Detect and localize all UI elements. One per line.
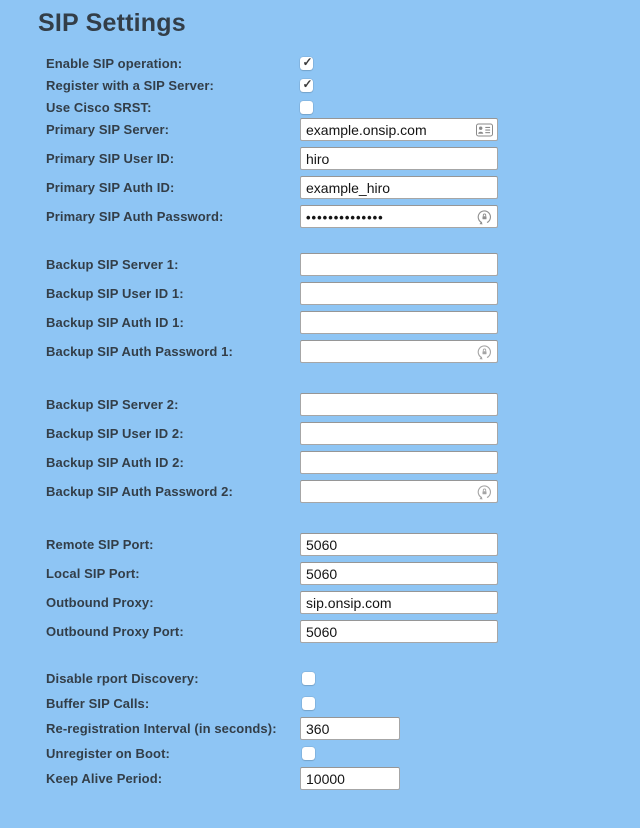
form-row	[46, 422, 640, 445]
field-label: Backup SIP Auth ID 1:	[46, 315, 184, 330]
form-row	[46, 562, 640, 585]
field-label: Backup SIP Auth Password 1:	[46, 344, 233, 359]
field-label: Unregister on Boot:	[46, 746, 170, 761]
page-title: SIP Settings	[38, 9, 186, 37]
checkmark-icon: ✓	[302, 55, 313, 69]
outbound-proxy-port-input[interactable]	[300, 620, 498, 643]
backup-sip-server-1-input[interactable]	[300, 253, 498, 276]
field-label: Disable rport Discovery:	[46, 671, 199, 686]
use-cisco-srst-checkbox[interactable]	[300, 101, 313, 114]
backup-sip-server-2-input[interactable]	[300, 393, 498, 416]
form-row	[46, 480, 640, 503]
field-label: Primary SIP User ID:	[46, 151, 175, 166]
keychain-lock-icon[interactable]	[476, 344, 493, 359]
field-label: Register with a SIP Server:	[46, 77, 214, 93]
field-label: Buffer SIP Calls:	[46, 696, 150, 711]
enable-sip-operation-checkbox[interactable]	[300, 57, 313, 70]
backup-sip-auth-password-2-input[interactable]	[300, 480, 498, 503]
field-label: Outbound Proxy:	[46, 595, 154, 610]
buffer-sip-calls-checkbox[interactable]	[302, 697, 315, 710]
form-row	[46, 118, 640, 141]
field-label: Backup SIP Server 2:	[46, 397, 179, 412]
field-label: Primary SIP Auth Password:	[46, 209, 224, 224]
unregister-on-boot-checkbox[interactable]	[302, 747, 315, 760]
primary-sip-server-input[interactable]	[300, 118, 498, 141]
backup-sip-user-id-1-input[interactable]	[300, 282, 498, 305]
field-label: Primary SIP Auth ID:	[46, 180, 175, 195]
backup-sip-user-id-2-input[interactable]	[300, 422, 498, 445]
form-row	[46, 147, 640, 170]
form-row	[46, 340, 640, 363]
form-row	[46, 311, 640, 334]
form-row	[46, 176, 640, 199]
outbound-proxy-input[interactable]	[300, 591, 498, 614]
checkmark-icon: ✓	[302, 77, 313, 91]
form-row	[46, 282, 640, 305]
primary-sip-user-id-input[interactable]	[300, 147, 498, 170]
primary-sip-auth-password-input[interactable]	[300, 205, 498, 228]
form-row	[46, 741, 640, 766]
section-gap	[46, 234, 640, 253]
disable-rport-discovery-checkbox[interactable]	[302, 672, 315, 685]
field-label: Local SIP Port:	[46, 566, 140, 581]
field-label: Primary SIP Server:	[46, 122, 170, 137]
field-label: Keep Alive Period:	[46, 771, 163, 786]
form-row	[46, 393, 640, 416]
backup-sip-auth-id-1-input[interactable]	[300, 311, 498, 334]
form-row	[46, 52, 640, 74]
field-label: Use Cisco SRST:	[46, 99, 152, 115]
keep-alive-period-input[interactable]	[300, 767, 400, 790]
field-label: Remote SIP Port:	[46, 537, 154, 552]
form-row	[46, 766, 640, 791]
form-row	[46, 451, 640, 474]
form-row	[46, 716, 640, 741]
form-row	[46, 253, 640, 276]
primary-sip-auth-id-input[interactable]	[300, 176, 498, 199]
field-label: Backup SIP Auth Password 2:	[46, 484, 233, 499]
form-row	[46, 691, 640, 716]
keychain-lock-icon[interactable]	[476, 209, 493, 224]
local-sip-port-input[interactable]	[300, 562, 498, 585]
field-label: Backup SIP User ID 1:	[46, 286, 184, 301]
field-label: Backup SIP Server 1:	[46, 257, 179, 272]
backup-sip-auth-id-2-input[interactable]	[300, 451, 498, 474]
field-label: Re-registration Interval (in seconds):	[46, 721, 277, 736]
contact-card-icon[interactable]	[476, 122, 493, 137]
re-registration-interval-input[interactable]	[300, 717, 400, 740]
form-row	[46, 666, 640, 691]
field-label: Backup SIP User ID 2:	[46, 426, 184, 441]
form-row	[46, 620, 640, 643]
section-gap	[46, 649, 640, 666]
field-label: Outbound Proxy Port:	[46, 624, 184, 639]
field-label: Backup SIP Auth ID 2:	[46, 455, 184, 470]
form-row	[46, 591, 640, 614]
section-gap	[46, 369, 640, 393]
form-row	[46, 533, 640, 556]
keychain-lock-icon[interactable]	[476, 484, 493, 499]
section-gap	[46, 509, 640, 533]
form-row	[46, 96, 640, 118]
form-row	[46, 74, 640, 96]
field-label: Enable SIP operation:	[46, 55, 183, 71]
register-sip-server-checkbox[interactable]	[300, 79, 313, 92]
remote-sip-port-input[interactable]	[300, 533, 498, 556]
form-row	[46, 205, 640, 228]
backup-sip-auth-password-1-input[interactable]	[300, 340, 498, 363]
